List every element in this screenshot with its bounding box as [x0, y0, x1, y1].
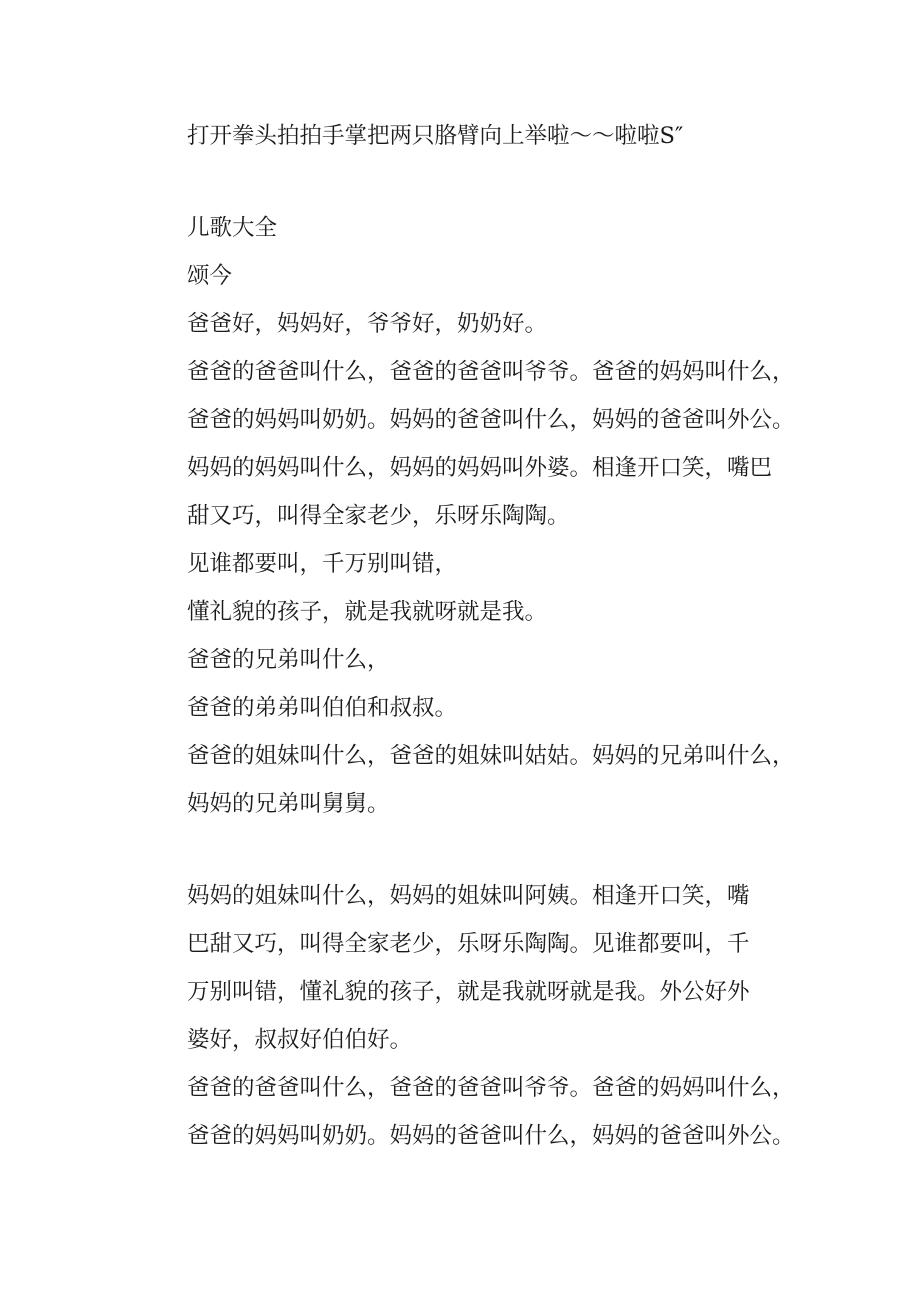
verse-line: 婆好，叔叔好伯伯好。	[187, 1027, 413, 1053]
spacer	[187, 828, 787, 872]
verse-block-1	[187, 300, 795, 828]
author-line: 颂今	[187, 263, 233, 289]
verse-line: 爸爸的爸爸叫什么，爸爸的爸爸叫爷爷。爸爸的妈妈叫什么，	[187, 359, 795, 385]
spacer	[187, 160, 787, 204]
verse-line: 爸爸好，妈妈好，爷爷好，奶奶好。	[187, 311, 548, 337]
verse-line: 甜又巧，叫得全家老少，乐呀乐陶陶。	[187, 503, 570, 529]
verse-line: 巴甜又巧，叫得全家老少，乐呀乐陶陶。见谁都要叫，千	[187, 931, 750, 957]
verse-line: 妈妈的兄弟叫舅舅。	[187, 791, 390, 817]
verse-line: 爸爸的爸爸叫什么，爸爸的爸爸叫爷爷。爸爸的妈妈叫什么，	[187, 1075, 795, 1101]
verse-line: 爸爸的弟弟叫伯伯和叔叔。	[187, 695, 458, 721]
verse-line: 爸爸的姐妹叫什么，爸爸的姐妹叫姑姑。妈妈的兄弟叫什么，	[187, 743, 795, 769]
verse-line: 爸爸的兄弟叫什么，	[187, 647, 390, 673]
verse-block-2	[187, 872, 795, 1160]
intro-line: 打开拳头拍拍手掌把两只胳臂向上举啦～～啦啦S″	[187, 123, 684, 149]
document-title: 儿歌大全	[187, 215, 278, 241]
document-page	[187, 112, 795, 1160]
verse-line: 见谁都要叫，千万别叫错，	[187, 551, 458, 577]
verse-line: 懂礼貌的孩子，就是我就呀就是我。	[187, 599, 548, 625]
verse-line: 万别叫错，懂礼貌的孩子，就是我就呀就是我。外公好外	[187, 979, 750, 1005]
verse-line: 妈妈的妈妈叫什么，妈妈的妈妈叫外婆。相逢开口笑，嘴巴	[187, 455, 773, 481]
verse-line: 爸爸的妈妈叫奶奶。妈妈的爸爸叫什么，妈妈的爸爸叫外公。	[187, 1123, 795, 1149]
verse-line: 妈妈的姐妹叫什么，妈妈的姐妹叫阿姨。相逢开口笑，嘴	[187, 883, 750, 909]
verse-line: 爸爸的妈妈叫奶奶。妈妈的爸爸叫什么，妈妈的爸爸叫外公。	[187, 407, 795, 433]
